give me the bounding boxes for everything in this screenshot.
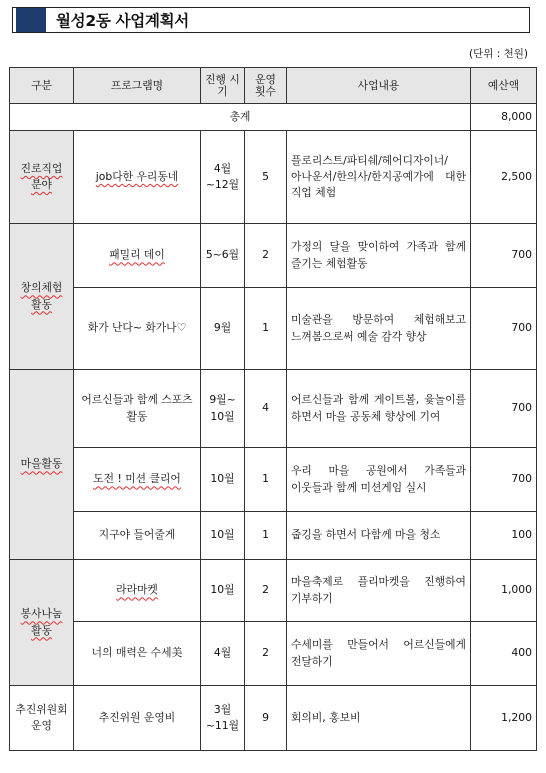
content-cell: 회의비, 홍보비 [287, 686, 471, 751]
budget-cell: 400 [471, 622, 537, 686]
header-count: 운영 횟수 [245, 68, 287, 104]
count-cell: 2 [245, 560, 287, 622]
count-cell: 4 [245, 370, 287, 448]
count-cell: 2 [245, 622, 287, 686]
table-row [10, 560, 537, 622]
header-content: 사업내용 [287, 68, 471, 104]
program-cell: 화가 난다~ 화가나♡ [74, 288, 201, 370]
budget-cell: 100 [471, 512, 537, 560]
content-cell: 가정의 달을 맞이하여 가족과 함께 즐기는 체험활동 [287, 224, 471, 288]
program-cell: 추진위원 운영비 [74, 686, 201, 751]
period-cell: 10월 [201, 560, 245, 622]
program-cell: 지구야 들어줄게 [74, 512, 201, 560]
program-cell: 패밀리 데이 [74, 224, 201, 288]
count-cell: 1 [245, 512, 287, 560]
document-title-box [12, 7, 530, 33]
count-cell: 5 [245, 131, 287, 224]
table-row [10, 448, 537, 512]
budget-cell: 1,000 [471, 560, 537, 622]
content-cell: 마을축제로 플리마켓을 진행하여 기부하기 [287, 560, 471, 622]
business-plan-table [9, 67, 537, 751]
budget-cell: 700 [471, 370, 537, 448]
table-row [10, 370, 537, 448]
content-cell: 플로리스트/파티쉐/헤어디자이너/아나운서/한의사/한지공예가에 대한 직업 체험 [287, 131, 471, 224]
budget-cell: 700 [471, 288, 537, 370]
period-cell: 9월~ 10월 [201, 370, 245, 448]
table-row [10, 686, 537, 751]
category-cell: 마을활동 [10, 370, 74, 560]
period-cell: 9월 [201, 288, 245, 370]
period-cell: 4월 [201, 622, 245, 686]
count-cell: 9 [245, 686, 287, 751]
header-category: 구분 [10, 68, 74, 104]
program-cell: 도전 ! 미션 클리어 [74, 448, 201, 512]
period-cell: 3월 ~11월 [201, 686, 245, 751]
category-cell: 창의체험 활동 [10, 224, 74, 370]
program-cell: 너의 매력은 수세美 [74, 622, 201, 686]
period-cell: 10월 [201, 512, 245, 560]
count-cell: 1 [245, 448, 287, 512]
content-cell: 어르신들과 함께 게이트볼, 윷놀이를 하면서 마을 공동체 향상에 기여 [287, 370, 471, 448]
budget-cell: 700 [471, 448, 537, 512]
budget-cell: 700 [471, 224, 537, 288]
category-cell: 봉사나눔 활동 [10, 560, 74, 686]
content-cell: 우리 마을 공원에서 가족들과 이웃들과 함께 미션게임 실시 [287, 448, 471, 512]
budget-cell: 1,200 [471, 686, 537, 751]
count-cell: 2 [245, 224, 287, 288]
total-budget: 8,000 [471, 104, 537, 131]
title-accent-block [16, 8, 46, 32]
period-cell: 5~6월 [201, 224, 245, 288]
header-budget: 예산액 [471, 68, 537, 104]
unit-label: (단위 : 천원) [469, 48, 528, 60]
period-cell: 10월 [201, 448, 245, 512]
total-row [10, 104, 537, 131]
count-cell: 1 [245, 288, 287, 370]
total-label: 총계 [10, 104, 471, 131]
table-row [10, 288, 537, 370]
document-title: 월성2동 사업계획서 [56, 12, 189, 30]
header-period: 진행 시기 [201, 68, 245, 104]
table-row [10, 224, 537, 288]
program-cell: job다한 우리동네 [74, 131, 201, 224]
table-row [10, 512, 537, 560]
content-cell: 수세미를 만들어서 어르신들에게 전달하기 [287, 622, 471, 686]
period-cell: 4월 ~12월 [201, 131, 245, 224]
header-row [10, 68, 537, 104]
program-cell: 라라마켓 [74, 560, 201, 622]
budget-cell: 2,500 [471, 131, 537, 224]
content-cell: 줍깅을 하면서 다함께 마을 청소 [287, 512, 471, 560]
program-cell: 어르신들과 함께 스포츠 활동 [74, 370, 201, 448]
category-cell: 추진위원회 운영 [10, 686, 74, 751]
content-cell: 미술관을 방문하여 체험해보고 느껴봄으로써 예술 감각 향상 [287, 288, 471, 370]
category-cell: 진로직업 분야 [10, 131, 74, 224]
header-program: 프로그램명 [74, 68, 201, 104]
table-row [10, 622, 537, 686]
table-row [10, 131, 537, 224]
